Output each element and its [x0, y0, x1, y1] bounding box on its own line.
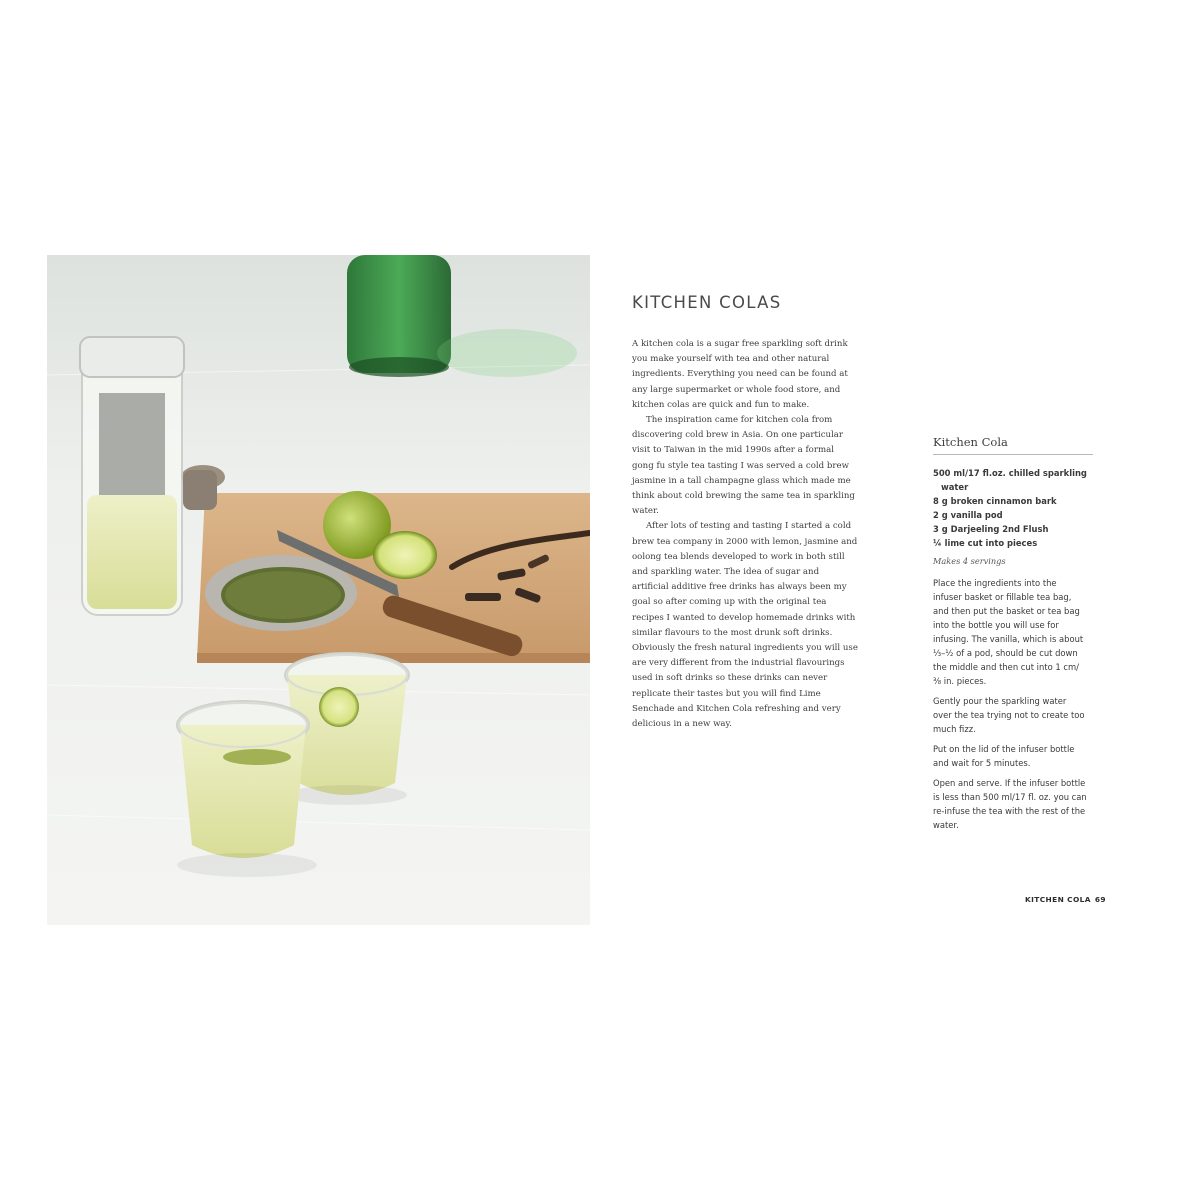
- recipe-title: Kitchen Cola: [933, 435, 1093, 455]
- method-step: Gently pour the sparkling water over the tea trying not to create too much fizz.: [933, 696, 1085, 734]
- article-paragraph: A kitchen cola is a sugar free sparkling soft drink you make yourself with tea and other natural ingredients. Everything you need can be found at any large supermarket or whole food store, and kitchen colas are quick and fun to make.: [632, 339, 848, 410]
- page-footer: [1025, 895, 1106, 904]
- article-heading: KITCHEN COLAS: [632, 293, 782, 312]
- ingredient-item: 8 g broken cinnamon bark: [933, 496, 1057, 506]
- method-step: Open and serve. If the infuser bottle is less than 500 ml/17 fl. oz. you can re-infuse the tea with the rest of the water.: [933, 778, 1087, 830]
- page-number: 69: [1094, 895, 1106, 904]
- footer-section-title: KITCHEN COLA: [1025, 895, 1091, 904]
- article-paragraph: After lots of testing and tasting I started a cold brew tea company in 2000 with lemon, jasmine and oolong tea blends developed to work in both still and sparkling water. The idea of sugar and artificial additive free drinks has always been my goal so after coming up with the original tea recipes I wanted to develop homemade drinks with similar flavours to the most drunk soft drinks. Obviously the fresh natural ingredients you will use are very different from the industrial flavourings used in soft drinks so these drinks can never replicate their tastes but you will find Lime Senchade and Kitchen Cola refreshing and very delicious in a new way.: [632, 521, 858, 730]
- article-paragraph: The inspiration came for kitchen cola from discovering cold brew in Asia. On one particular visit to Taiwan in the mid 1990s after a formal gong fu style tea tasting I was served a cold brew jasmine in a tall champagne glass which made me think about cold brewing the same tea in sparkling water.: [632, 415, 855, 517]
- article-body: [632, 337, 858, 732]
- ingredient-item: 500 ml/17 fl.oz. chilled sparkling water: [933, 468, 1087, 492]
- ingredient-item: 3 g Darjeeling 2nd Flush: [933, 524, 1049, 534]
- servings-note: Makes 4 servings: [933, 556, 1006, 566]
- ingredient-item: 2 g vanilla pod: [933, 510, 1003, 520]
- method-step: Put on the lid of the infuser bottle and wait for 5 minutes.: [933, 744, 1075, 768]
- ingredient-item: ¼ lime cut into pieces: [933, 538, 1038, 548]
- method-step: Place the ingredients into the infuser basket or fillable tea bag, and then put the basket or tea bag into the bottle you will use for infusing. The vanilla, which is about ⅓–½ of a pod, should be cut down the middle and then cut into 1 cm/⅜ in. pieces.: [933, 578, 1084, 686]
- recipe-sidebar: [933, 435, 1093, 838]
- recipe-photo: [47, 255, 590, 925]
- ingredient-list: [933, 466, 1093, 550]
